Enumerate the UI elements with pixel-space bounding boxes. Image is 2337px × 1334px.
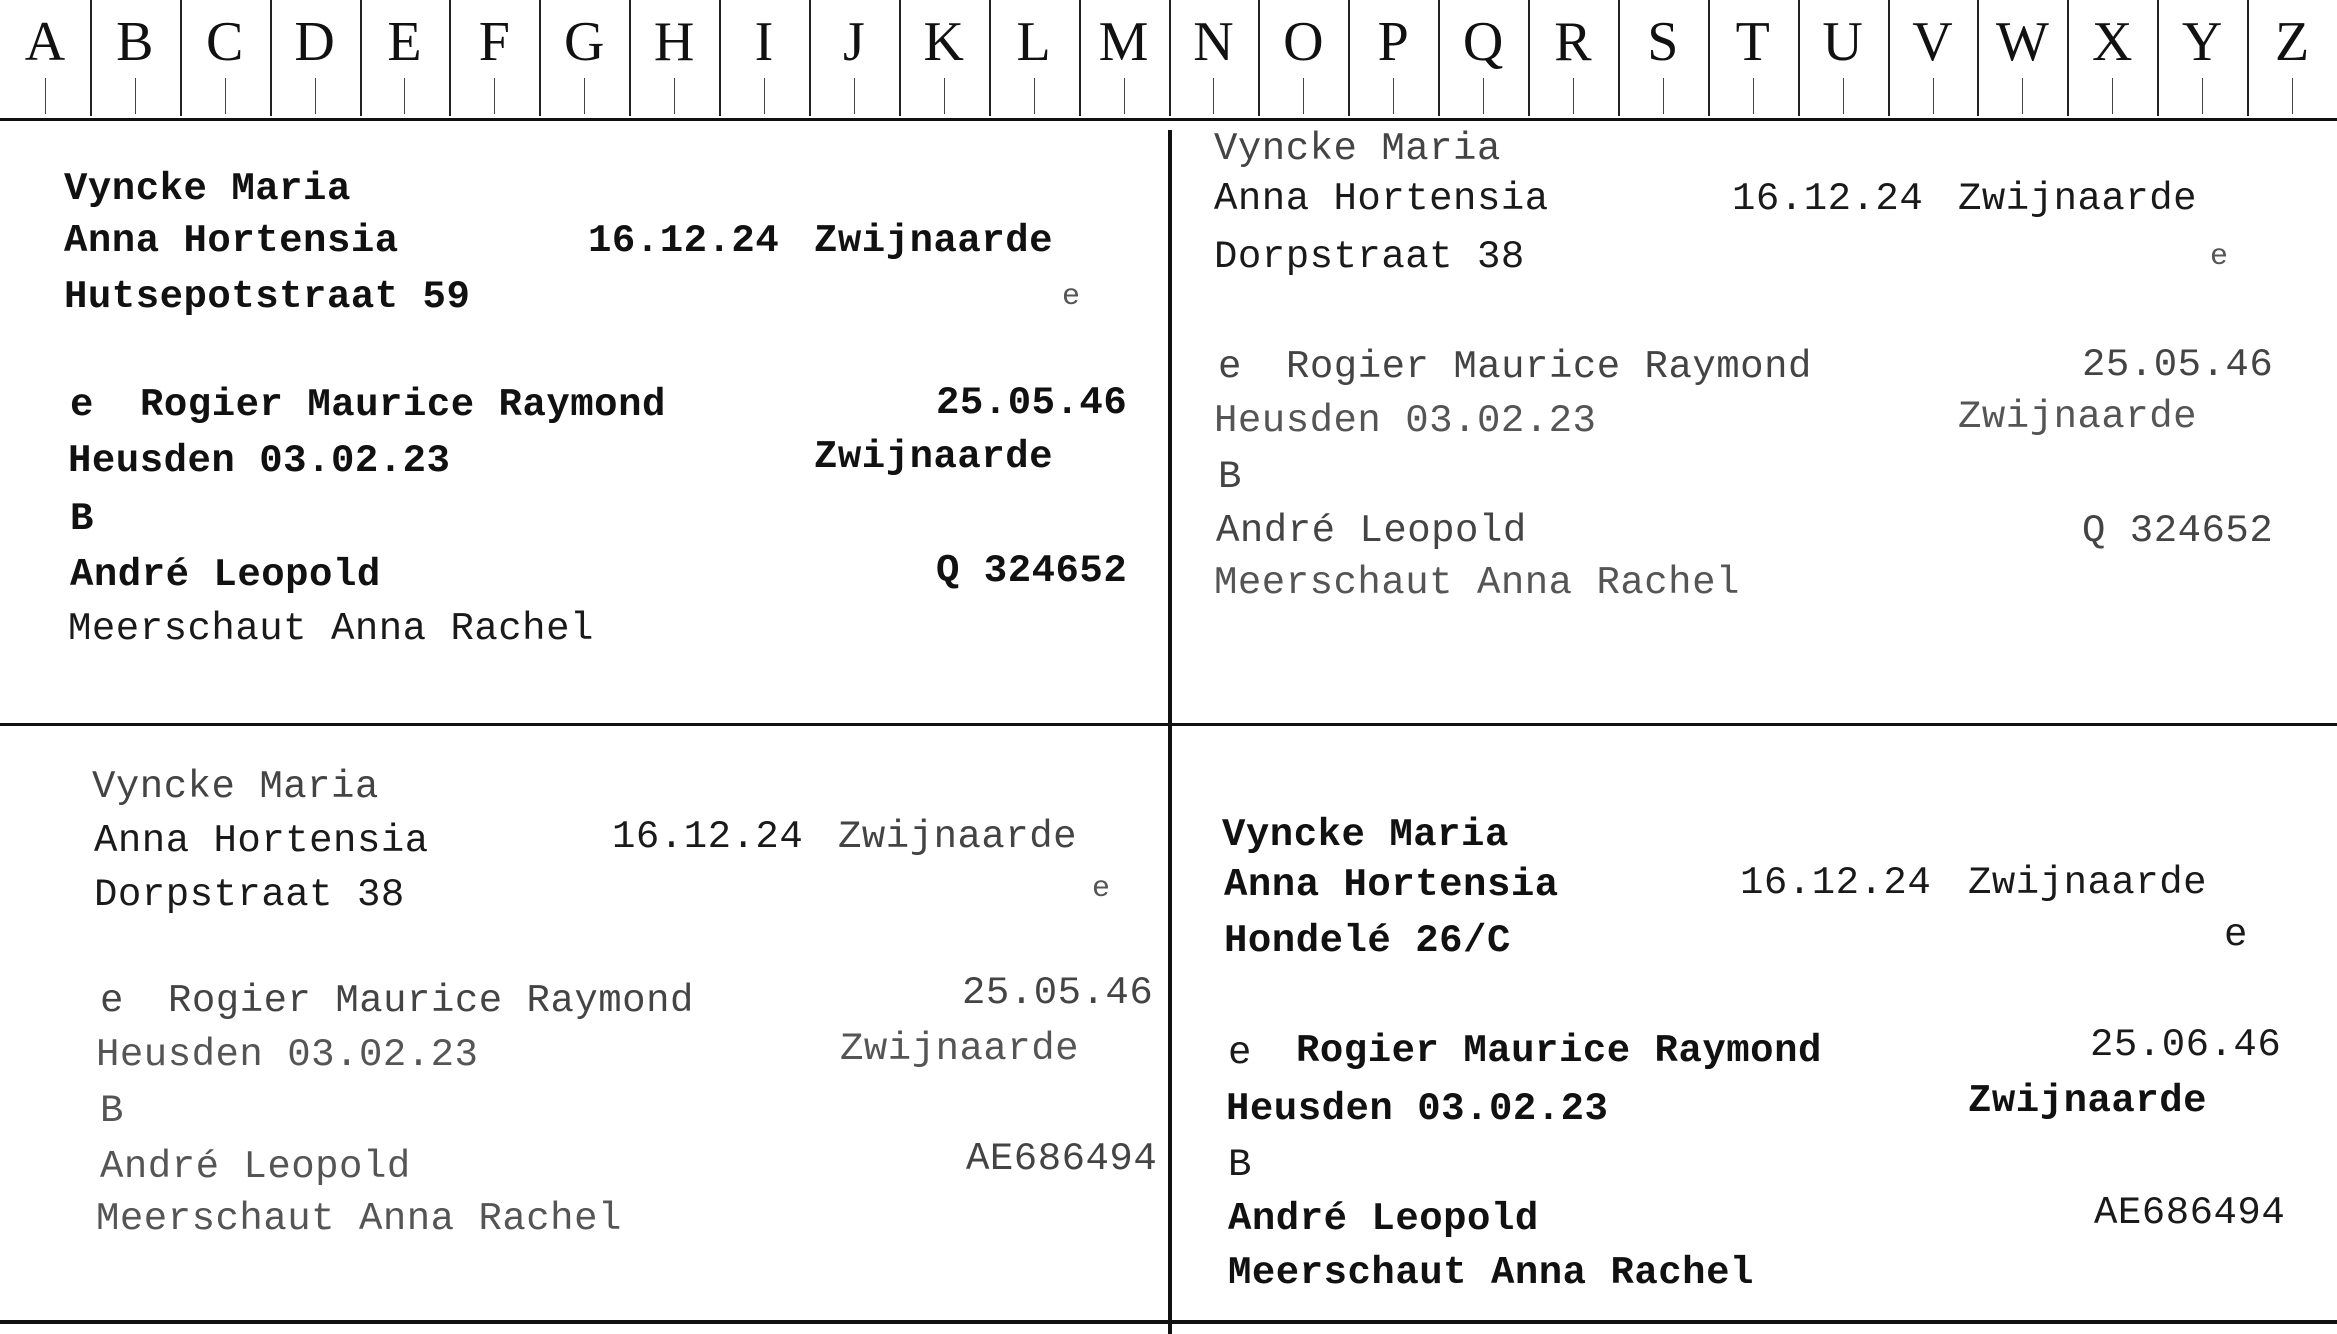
index-tick xyxy=(1573,78,1574,114)
index-tick xyxy=(1933,78,1934,114)
index-tick xyxy=(674,78,675,114)
index-letter-j xyxy=(809,0,899,118)
code-letter: B xyxy=(100,1089,124,1133)
spouse-prefix: e xyxy=(1218,345,1242,389)
record-number: AE686494 xyxy=(2094,1191,2286,1235)
surname-line: Vyncke Maria xyxy=(92,765,379,809)
code-letter: B xyxy=(1218,455,1242,499)
status-mark: e xyxy=(2224,913,2248,957)
index-tick xyxy=(1753,78,1754,114)
index-letter-label: E xyxy=(387,11,422,73)
index-tick xyxy=(944,78,945,114)
index-letter-c xyxy=(180,0,270,118)
index-tick xyxy=(135,78,136,114)
alphabet-index-header xyxy=(0,0,2337,121)
index-letter-l xyxy=(989,0,1079,118)
index-separator xyxy=(1708,0,1710,116)
father-name: André Leopold xyxy=(1216,509,1527,553)
index-letter-u xyxy=(1798,0,1888,118)
index-letter-z xyxy=(2247,0,2337,118)
index-separator xyxy=(1169,0,1171,116)
index-letter-label: A xyxy=(24,11,66,73)
index-letter-w xyxy=(1977,0,2067,118)
index-separator xyxy=(180,0,182,116)
mother-name: Meerschaut Anna Rachel xyxy=(1228,1251,1754,1295)
index-separator xyxy=(1798,0,1800,116)
birth-place: Zwijnaarde xyxy=(1958,177,2198,221)
index-letter-label: G xyxy=(564,11,605,73)
index-letter-k xyxy=(899,0,989,118)
birth-date: 16.12.24 xyxy=(1732,177,1924,221)
marriage-date: 25.05.46 xyxy=(936,381,1128,425)
index-letter-label: H xyxy=(653,11,695,73)
address: Dorpstraat 38 xyxy=(94,873,405,917)
index-tick xyxy=(2202,78,2203,114)
index-letter-label: N xyxy=(1193,11,1234,73)
spouse-birth: Heusden 03.02.23 xyxy=(68,439,451,483)
index-letter-e xyxy=(360,0,450,118)
index-tick xyxy=(1034,78,1035,114)
marriage-date: 25.05.46 xyxy=(2082,343,2274,387)
spouse-prefix: e xyxy=(70,383,94,427)
spouse-name: Rogier Maurice Raymond xyxy=(1296,1029,1822,1073)
index-letter-label: L xyxy=(1016,11,1051,73)
index-letter-label: M xyxy=(1098,11,1149,73)
index-letter-m xyxy=(1079,0,1169,118)
index-tick xyxy=(584,78,585,114)
index-tick xyxy=(315,78,316,114)
marriage-place: Zwijnaarde xyxy=(840,1027,1080,1071)
status-mark: e xyxy=(2210,240,2229,274)
record-card-top-left xyxy=(0,120,1168,723)
spouse-prefix: e xyxy=(1228,1031,1252,1075)
index-separator xyxy=(719,0,721,116)
given-names: Anna Hortensia xyxy=(64,219,399,263)
index-separator xyxy=(1888,0,1890,116)
index-tick xyxy=(2112,78,2113,114)
index-letter-label: Q xyxy=(1462,11,1504,73)
index-letter-label: U xyxy=(1822,11,1863,73)
index-tick xyxy=(494,78,495,114)
spouse-prefix: e xyxy=(100,979,124,1023)
code-letter: B xyxy=(70,497,94,541)
index-tick xyxy=(404,78,405,114)
surname-line: Vyncke Maria xyxy=(1222,813,1509,857)
index-letter-label: Y xyxy=(2181,11,2223,73)
birth-date: 16.12.24 xyxy=(612,815,804,859)
birth-place: Zwijnaarde xyxy=(1968,861,2208,905)
spouse-birth: Heusden 03.02.23 xyxy=(96,1033,479,1077)
record-number: AE686494 xyxy=(966,1137,1158,1181)
index-letter-label: F xyxy=(478,11,510,73)
index-letter-g xyxy=(539,0,629,118)
spouse-name: Rogier Maurice Raymond xyxy=(140,383,666,427)
index-separator xyxy=(809,0,811,116)
index-tick xyxy=(225,78,226,114)
index-letter-label: B xyxy=(116,11,154,73)
status-mark: e xyxy=(1092,872,1111,906)
index-letter-b xyxy=(90,0,180,118)
father-name: André Leopold xyxy=(1228,1197,1539,1241)
index-tick xyxy=(764,78,765,114)
spouse-birth: Heusden 03.02.23 xyxy=(1214,399,1597,443)
index-separator xyxy=(989,0,991,116)
mother-name: Meerschaut Anna Rachel xyxy=(96,1197,622,1241)
index-separator xyxy=(270,0,272,116)
bottom-divider xyxy=(0,1320,2337,1324)
marriage-place: Zwijnaarde xyxy=(1968,1079,2208,1123)
index-tick xyxy=(2022,78,2023,114)
index-separator xyxy=(449,0,451,116)
index-letter-r xyxy=(1528,0,1618,118)
code-letter: B xyxy=(1228,1143,1252,1187)
index-letter-label: D xyxy=(294,11,335,73)
index-separator xyxy=(629,0,631,116)
index-letter-label: O xyxy=(1283,11,1324,73)
index-separator xyxy=(90,0,92,116)
mother-name: Meerschaut Anna Rachel xyxy=(1214,561,1740,605)
index-tick xyxy=(1303,78,1304,114)
record-number: Q 324652 xyxy=(2082,509,2274,553)
index-letter-label: R xyxy=(1554,11,1592,73)
index-tick xyxy=(1124,78,1125,114)
index-letter-label: K xyxy=(923,11,964,73)
father-name: André Leopold xyxy=(100,1145,411,1189)
record-card-top-right xyxy=(1172,120,2337,723)
record-card-bottom-left xyxy=(0,726,1168,1320)
index-letter-label: X xyxy=(2092,11,2133,73)
index-separator xyxy=(2247,0,2249,116)
marriage-date: 25.05.46 xyxy=(962,971,1154,1015)
index-separator xyxy=(899,0,901,116)
spouse-name: Rogier Maurice Raymond xyxy=(168,979,694,1023)
father-name: André Leopold xyxy=(70,553,381,597)
index-separator xyxy=(1438,0,1440,116)
index-separator xyxy=(2067,0,2069,116)
address: Hutsepotstraat 59 xyxy=(64,275,471,319)
index-tick xyxy=(2292,78,2293,114)
given-names: Anna Hortensia xyxy=(94,819,429,863)
record-card-bottom-right xyxy=(1172,726,2337,1320)
birth-date: 16.12.24 xyxy=(1740,861,1932,905)
index-tick xyxy=(1393,78,1394,114)
index-letter-t xyxy=(1708,0,1798,118)
index-separator xyxy=(539,0,541,116)
index-tick xyxy=(1483,78,1484,114)
index-tick xyxy=(45,78,46,114)
index-tick xyxy=(1663,78,1664,114)
address: Dorpstraat 38 xyxy=(1214,235,1525,279)
birth-place: Zwijnaarde xyxy=(814,219,1054,263)
index-letter-h xyxy=(629,0,719,118)
index-separator xyxy=(1977,0,1979,116)
index-letter-label: T xyxy=(1735,11,1770,73)
spouse-name: Rogier Maurice Raymond xyxy=(1286,345,1812,389)
mother-name: Meerschaut Anna Rachel xyxy=(68,607,594,651)
index-letter-label: V xyxy=(1912,11,1953,73)
index-letter-o xyxy=(1258,0,1348,118)
index-separator xyxy=(1348,0,1350,116)
index-separator xyxy=(1618,0,1620,116)
index-letter-label: Z xyxy=(2274,11,2310,73)
status-mark: e xyxy=(1062,280,1081,314)
index-separator xyxy=(360,0,362,116)
index-letter-s xyxy=(1618,0,1708,118)
index-letter-i xyxy=(719,0,809,118)
index-tick xyxy=(1843,78,1844,114)
index-letter-label: P xyxy=(1377,11,1409,73)
index-letter-p xyxy=(1348,0,1438,118)
index-letter-q xyxy=(1438,0,1528,118)
index-letter-label: C xyxy=(206,11,244,73)
marriage-date: 25.06.46 xyxy=(2090,1023,2282,1067)
marriage-place: Zwijnaarde xyxy=(1958,395,2198,439)
index-separator xyxy=(2157,0,2159,116)
index-letter-f xyxy=(449,0,539,118)
surname-line: Vyncke Maria xyxy=(64,167,351,211)
index-letter-v xyxy=(1888,0,1978,118)
index-separator xyxy=(1528,0,1530,116)
index-separator xyxy=(1258,0,1260,116)
given-names: Anna Hortensia xyxy=(1214,177,1549,221)
index-tick xyxy=(1213,78,1214,114)
marriage-place: Zwijnaarde xyxy=(814,435,1054,479)
index-separator xyxy=(1079,0,1081,116)
birth-place: Zwijnaarde xyxy=(838,815,1078,859)
index-letter-label: I xyxy=(754,11,774,73)
address: Hondelé 26/C xyxy=(1224,919,1511,963)
record-number: Q 324652 xyxy=(936,549,1128,593)
birth-date: 16.12.24 xyxy=(588,219,780,263)
surname-line: Vyncke Maria xyxy=(1214,127,1501,171)
index-letter-d xyxy=(270,0,360,118)
index-letter-y xyxy=(2157,0,2247,118)
index-letter-x xyxy=(2067,0,2157,118)
index-letter-label: S xyxy=(1647,11,1679,73)
index-letter-a xyxy=(0,0,90,118)
given-names: Anna Hortensia xyxy=(1224,863,1559,907)
index-letter-label: W xyxy=(1995,11,2049,73)
index-letter-label: J xyxy=(842,11,865,73)
spouse-birth: Heusden 03.02.23 xyxy=(1226,1087,1609,1131)
index-tick xyxy=(854,78,855,114)
index-letter-n xyxy=(1169,0,1259,118)
